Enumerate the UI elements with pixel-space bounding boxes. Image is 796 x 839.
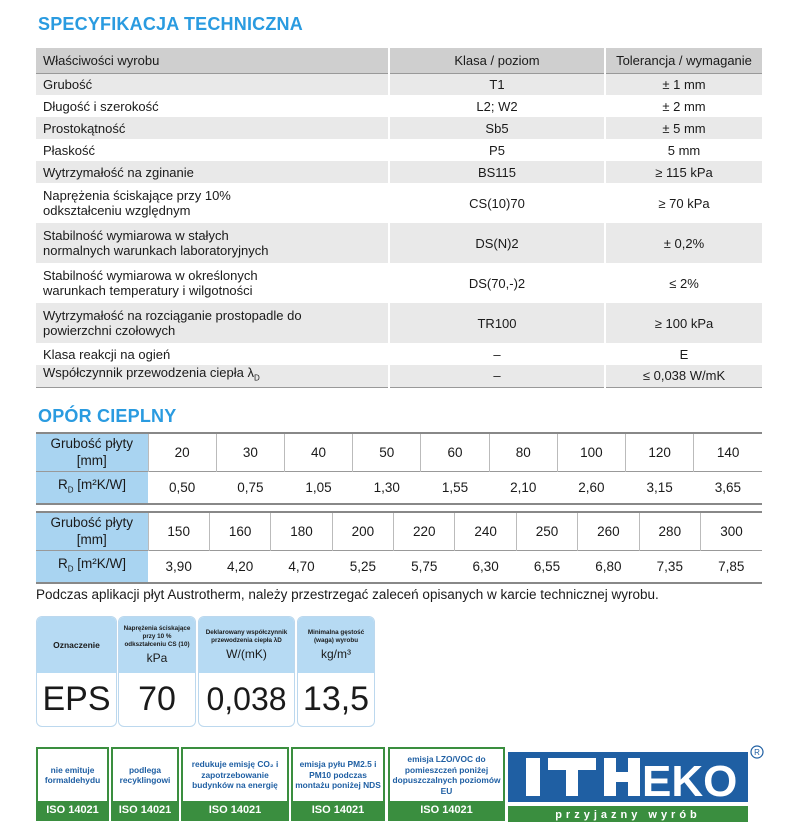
- rd-cell: 2,10: [489, 471, 557, 504]
- badge-footer: ISO 14021: [38, 801, 107, 819]
- badge-text: emisja LZO/VOC do pomieszczeń poniżej dopuszczalnych poziomów EU: [392, 754, 501, 796]
- badge-text: podlega recyklingowi: [119, 764, 171, 785]
- badge-text: nie emituje formaldehydu: [44, 764, 101, 785]
- header-class: Klasa / poziom: [389, 48, 605, 73]
- class-cell: L2; W2: [389, 95, 605, 117]
- card-value: EPS: [42, 680, 111, 718]
- thermal-table-2: [36, 511, 762, 584]
- tol-cell: ≥ 70 kPa: [605, 183, 762, 223]
- rd-cell: 0,50: [148, 471, 216, 504]
- card-value: 70: [138, 680, 176, 718]
- thickness-cell: 20: [148, 433, 216, 471]
- class-cell: T1: [389, 73, 605, 95]
- tol-cell: ± 2 mm: [605, 95, 762, 117]
- thickness-cell: 150: [148, 512, 209, 550]
- badge-co2: [181, 747, 289, 821]
- class-cell: DS(70,-)2: [389, 263, 605, 303]
- thickness-cell: 30: [216, 433, 284, 471]
- rd-cell: 1,05: [284, 471, 352, 504]
- card-label: Oznaczenie: [53, 640, 100, 650]
- spec-header-row: [36, 48, 762, 73]
- thickness-cell: 180: [271, 512, 332, 550]
- tol-cell: ± 1 mm: [605, 73, 762, 95]
- card-unit: W/(mK): [226, 647, 267, 661]
- thickness-cell: 250: [516, 512, 577, 550]
- card-designation: [36, 616, 117, 727]
- rd-cell: 7,85: [701, 550, 762, 583]
- prop-cell: Długość i szerokość: [43, 98, 159, 114]
- thickness-cell: 60: [421, 433, 489, 471]
- rd-label: $R_D$ [m²K/W]: [36, 471, 148, 504]
- prop-cell: Płaskość: [43, 142, 96, 158]
- table-row: [36, 95, 762, 117]
- card-value: 13,5: [302, 680, 370, 718]
- table-row: [36, 161, 762, 183]
- class-cell: CS(10)70: [389, 183, 605, 223]
- badge-dust: [291, 747, 385, 821]
- class-cell: DS(N)2: [389, 223, 605, 263]
- card-compressive: [118, 616, 196, 727]
- table-row: [36, 343, 762, 365]
- itb-eko-logo: [508, 744, 766, 824]
- tol-cell: ≤ 0,038 W/mK: [605, 365, 762, 387]
- card-unit: kPa: [146, 651, 168, 665]
- thickness-cell: 260: [578, 512, 639, 550]
- prop-cell: Stabilność wymiarowa w określonych warunkach temperatury i wilgotności: [43, 268, 258, 298]
- table-row: [36, 263, 762, 303]
- class-cell: –: [389, 365, 605, 387]
- thickness-cell: 240: [455, 512, 516, 550]
- thickness-cell: 100: [557, 433, 625, 471]
- badge-footer: ISO 14021: [390, 801, 503, 819]
- badge-recycling: [111, 747, 179, 821]
- table-row: [36, 223, 762, 263]
- rd-cell: 3,90: [148, 550, 209, 583]
- thickness-cell: 80: [489, 433, 557, 471]
- card-label: Minimalna gęstość (waga) wyrobu: [307, 629, 365, 644]
- logo-word: EKO: [642, 757, 738, 806]
- header-tolerance: Tolerancja / wymaganie: [605, 48, 762, 73]
- logo-stroke: [616, 772, 628, 782]
- rd-cell: 1,55: [421, 471, 489, 504]
- rd-row: [36, 471, 762, 504]
- prop-cell: Prostokątność: [36, 117, 389, 139]
- logo-stroke: [548, 758, 596, 770]
- prop-cell: Klasa reakcji na ogień: [43, 346, 171, 362]
- badge-text: emisja pyłu PM2.5 i PM10 podczas montażu poniżej NDS: [295, 759, 381, 791]
- class-cell: BS115: [389, 161, 605, 183]
- table-row: [36, 365, 762, 387]
- thickness-cell: 200: [332, 512, 393, 550]
- badge-footer: ISO 14021: [293, 801, 383, 819]
- tol-cell: ≤ 2%: [605, 263, 762, 303]
- class-cell: Sb5: [389, 117, 605, 139]
- prop-cell: Wytrzymałość na zginanie: [36, 161, 389, 183]
- card-label: Deklarowany współczynnik przewodzenia ciepła λD: [205, 629, 288, 644]
- badge-formaldehyde: [36, 747, 109, 821]
- logo-stroke: [628, 758, 640, 796]
- registered-mark: R: [754, 748, 760, 757]
- thickness-row: [36, 433, 762, 471]
- thermal-table-1: [36, 432, 762, 505]
- thickness-cell: 300: [701, 512, 762, 550]
- rd-cell: 6,55: [516, 550, 577, 583]
- rd-cell: 5,75: [394, 550, 455, 583]
- rd-cell: 1,30: [353, 471, 421, 504]
- rd-cell: 0,75: [216, 471, 284, 504]
- rd-cell: 6,30: [455, 550, 516, 583]
- spec-table: [36, 48, 762, 388]
- badge-footer: ISO 14021: [113, 801, 177, 819]
- thickness-cell: 220: [394, 512, 455, 550]
- rd-cell: 3,65: [694, 471, 762, 504]
- class-cell: TR100: [389, 303, 605, 343]
- card-conductivity: [198, 616, 295, 727]
- rd-cell: 7,35: [639, 550, 700, 583]
- card-value: 0,038: [206, 681, 287, 717]
- card-density: [297, 616, 375, 727]
- badge-voc: [388, 747, 505, 821]
- rd-label: $R_D$ [m²K/W]: [36, 550, 148, 583]
- thickness-cell: 280: [639, 512, 700, 550]
- class-cell: P5: [389, 139, 605, 161]
- badge-footer: ISO 14021: [183, 801, 287, 819]
- thickness-row: [36, 512, 762, 550]
- rd-cell: 2,60: [557, 471, 625, 504]
- prop-cell: Współczynnik przewodzenia ciepła $\lambda_D$: [36, 365, 389, 387]
- logo-stroke: [526, 758, 540, 796]
- table-row: [36, 183, 762, 223]
- rd-cell: 4,20: [209, 550, 270, 583]
- rd-cell: 3,15: [626, 471, 694, 504]
- card-unit: kg/m³: [321, 647, 351, 661]
- prop-cell: Grubość: [36, 73, 389, 95]
- badge-text: redukuje emisję CO₂ i zapotrzebowanie budynków na energię: [191, 759, 279, 791]
- thickness-cell: 160: [209, 512, 270, 550]
- table-row: [36, 139, 762, 161]
- spec-heading: SPECYFIKACJA TECHNICZNA: [38, 14, 303, 34]
- thickness-cell: 120: [626, 433, 694, 471]
- table-row: [36, 73, 762, 95]
- tol-cell: ≥ 100 kPa: [605, 303, 762, 343]
- rd-cell: 5,25: [332, 550, 393, 583]
- card-label: Naprężenia ściskające przy 10 % odkształceniu CS (10): [123, 625, 191, 648]
- prop-cell: Naprężenia ściskające przy 10% odkształceniu względnym: [43, 188, 231, 218]
- thickness-cell: 140: [694, 433, 762, 471]
- tol-cell: 5 mm: [605, 139, 762, 161]
- thickness-cell: 50: [353, 433, 421, 471]
- tol-cell: E: [605, 343, 762, 365]
- logo-stroke: [604, 758, 616, 796]
- rd-cell: 4,70: [271, 550, 332, 583]
- class-cell: –: [389, 343, 605, 365]
- logo-stroke: [566, 770, 578, 796]
- prop-cell: Wytrzymałość na rozciąganie prostopadle do powierzchni czołowych: [36, 303, 389, 343]
- logo-tagline: przyjazny wyrób: [555, 809, 701, 821]
- table-row: [36, 117, 762, 139]
- application-note: Podczas aplikacji płyt Austrotherm, należy przestrzegać zaleceń opisanych w karcie technicznej wyrobu.: [36, 587, 659, 602]
- tol-cell: ± 0,2%: [605, 223, 762, 263]
- thickness-label: Grubość płyty [mm]: [36, 433, 148, 471]
- rd-row: [36, 550, 762, 583]
- table-row: [36, 303, 762, 343]
- tol-cell: ≥ 115 kPa: [605, 161, 762, 183]
- thickness-cell: 40: [284, 433, 352, 471]
- prop-cell: Stabilność wymiarowa w stałych normalnych warunkach laboratoryjnych: [36, 223, 389, 263]
- thickness-label: Grubość płyty [mm]: [36, 512, 148, 550]
- thermal-heading: OPÓR CIEPLNY: [38, 406, 177, 426]
- rd-cell: 6,80: [578, 550, 639, 583]
- tol-cell: ± 5 mm: [605, 117, 762, 139]
- header-property: Właściwości wyrobu: [36, 48, 389, 73]
